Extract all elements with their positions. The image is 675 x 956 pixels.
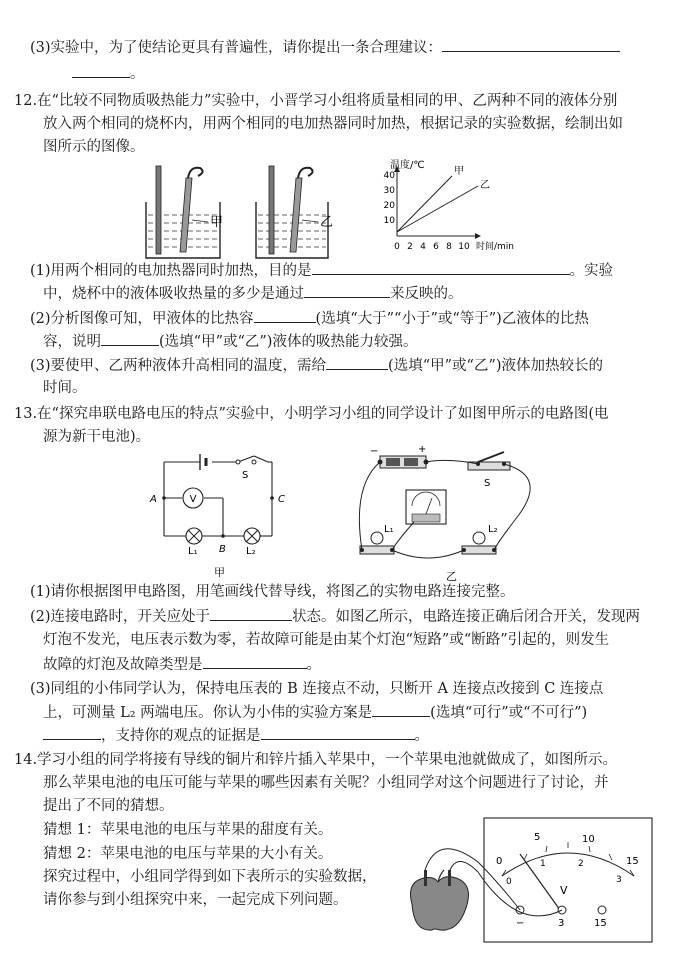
point-c-label: C [278,494,285,505]
label-yi: 乙 [320,215,334,230]
line-label-yi: 乙 [480,180,490,191]
label-jia: 甲 [210,215,224,230]
lamp-l2-label: L₂ [488,524,498,535]
line-jia [397,176,452,232]
line-yi [397,186,478,232]
scale-lower-0: 0 [506,877,512,887]
ytick: 40 [383,171,395,181]
ytick: 10 [383,216,395,226]
thermometer [156,166,161,254]
answer-blank[interactable] [203,654,307,669]
lamp-l1-label: L₁ [188,546,198,557]
q14-apple-battery-figure [398,812,660,952]
q12-temperature-graph [372,158,532,258]
figure-caption-jia: 甲 [214,566,225,579]
q12-part2: (2)分析图像可知，甲液体的比热容 (选填“大于”“小于”或“等于”)乙液体的比热 [30,308,589,329]
answer-blank[interactable] [312,260,570,275]
q14-guess-1: 猜想 1：苹果电池的电压与苹果的甜度有关。 [43,822,333,838]
graph-ylabel: 温度/℃ [390,160,425,171]
q12-part1: (1)用两个相同的电加热器同时加热，目的是 。实验 [30,260,613,281]
q13-part3-cont2: ，支持你的观点的证据是 。 [43,725,429,746]
switch-label: S [242,470,249,481]
q14-guess-2: 猜想 2：苹果电池的电压与苹果的大小有关。 [43,846,333,862]
terminal-minus-label: − [516,918,525,929]
terminal-3-label: 3 [558,918,565,929]
beaker-yi [256,166,328,258]
lamp-l2-label: L₂ [246,546,256,557]
graph-xlabel: 时间/min [476,242,515,252]
q12-intro-3: 图所示的图像。 [43,139,145,155]
q12-intro-1: 12.在“比较不同物质吸热能力”实验中，小晋学习小组将质量相同的甲、乙两种不同的液体分别 [14,93,618,109]
scale-upper-0: 0 [496,856,503,867]
lamp-l2-device [462,532,496,554]
apple-icon [411,870,469,930]
q12-intro-2: 放入两个相同的烧杯内，用两个相同的电加热器同时加热，根据记录的实验数据，绘制出如 [43,116,623,132]
q14-line-6: 探究过程中，小组同学得到如下表所示的实验数据， [43,869,377,885]
xtick: 6 [433,242,439,252]
q13-part2: (2)连接电路时，开关应处于 状态。如图乙所示，电路连接正确后闭合开关，发现两 [30,606,640,627]
q13-physical-circuit [348,446,568,586]
terminal-15-label: 15 [594,918,607,929]
switch-contact [252,460,256,464]
lamp-l1-label: L₁ [384,524,394,535]
ytick: 20 [383,201,395,211]
line-label-jia: 甲 [454,166,464,177]
q13-part3-cont: 上，可测量 L₂ 两端电压。你认为小伟的实验方案是 (选填“可行”或“不可行”) [43,702,587,723]
scale-lower-3: 3 [616,875,622,885]
answer-blank[interactable] [326,355,388,370]
lamp-l1-device [360,532,394,554]
answer-blank[interactable] [72,63,130,78]
xtick: 4 [420,242,426,252]
battery-minus: − [370,446,379,457]
battery-plus: + [418,446,427,455]
scale-lower-2: 2 [578,859,584,869]
answer-blank[interactable] [210,606,292,621]
ytick: 30 [383,186,395,196]
meter-unit: V [560,884,568,897]
switch-label: S [484,478,491,489]
q13-part1: (1)请你根据图甲电路图，用笔画线代替导线，将图乙的实物电路连接完整。 [30,584,515,600]
thermometer [269,166,274,254]
q14-intro-1: 14.学习小组的同学将接有导线的铜片和锌片插入苹果中，一个苹果电池就做成了，如图所示。 [14,752,618,768]
xtick: 8 [446,242,452,252]
point-a-label: A [150,494,157,505]
answer-blank[interactable] [261,725,415,740]
switch-device [468,452,510,470]
answer-blank[interactable] [304,283,390,298]
voltmeter-device [406,490,446,524]
terminal-15 [598,906,606,914]
answer-blank[interactable] [372,702,430,717]
q14-intro-2: 那么苹果电池的电压可能与苹果的哪些因素有关呢？小组同学对这个问题进行了讨论，并 [43,775,609,791]
q14-intro-3: 提出了不同的猜想。 [43,798,174,814]
answer-blank[interactable] [254,308,316,323]
answer-blank[interactable] [101,331,159,346]
q12-beakers-figure [128,160,358,265]
answer-blank[interactable] [43,725,101,740]
q12-part3-cont: 时间。 [43,380,87,396]
q12-part1-cont: 中，烧杯中的液体吸收热量的多少是通过 来反映的。 [43,283,463,304]
xtick: 10 [458,242,470,252]
scale-lower-1: 1 [540,859,546,869]
scale-upper-15: 15 [626,856,639,867]
q11-part3-cont: 。 [72,63,145,84]
point-b-label: B [219,544,226,555]
q13-part2-cont2: 故障的灯泡及故障类型是 。 [43,654,321,675]
q13-intro-2: 源为新干电池)。 [43,429,151,445]
q14-line-7: 请你参与到小组探究中来，一起完成下列问题。 [43,892,348,908]
q12-part2-cont: 容，说明 (选填“甲”或“乙”)液体的吸热能力较强。 [43,331,417,352]
xtick: 2 [407,242,413,252]
battery-box [378,456,429,468]
switch-contact [236,460,240,464]
scale-upper-5: 5 [534,832,541,843]
beaker-jia [146,166,220,258]
q13-circuit-diagram [142,450,292,580]
xtick: 0 [394,242,400,252]
answer-blank[interactable] [442,37,620,52]
scale-upper-10: 10 [582,834,595,845]
voltmeter-label: V [189,494,197,505]
q13-part2-cont: 灯泡不发光，电压表示数为零，若故障可能是由某个灯泡“短路”或“断路”引起的，则发生 [43,632,610,648]
q13-intro-1: 13.在“探究串联电路电压的特点”实验中，小明学习小组的同学设计了如图甲所示的电路图(电 [14,406,609,422]
q13-part3: (3)同组的小伟同学认为，保持电压表的 B 连接点不动，只断开 A 连接点改接到 C 连接点 [30,681,604,697]
figure-caption-yi: 乙 [446,570,457,583]
q12-part3: (3)要使甲、乙两种液体升高相同的温度，需给 (选填“甲”或“乙”)液体加热较长的 [30,355,603,376]
q11-part3: (3)实验中，为了使结论更具有普遍性，请你提出一条合理建议： [30,37,620,58]
